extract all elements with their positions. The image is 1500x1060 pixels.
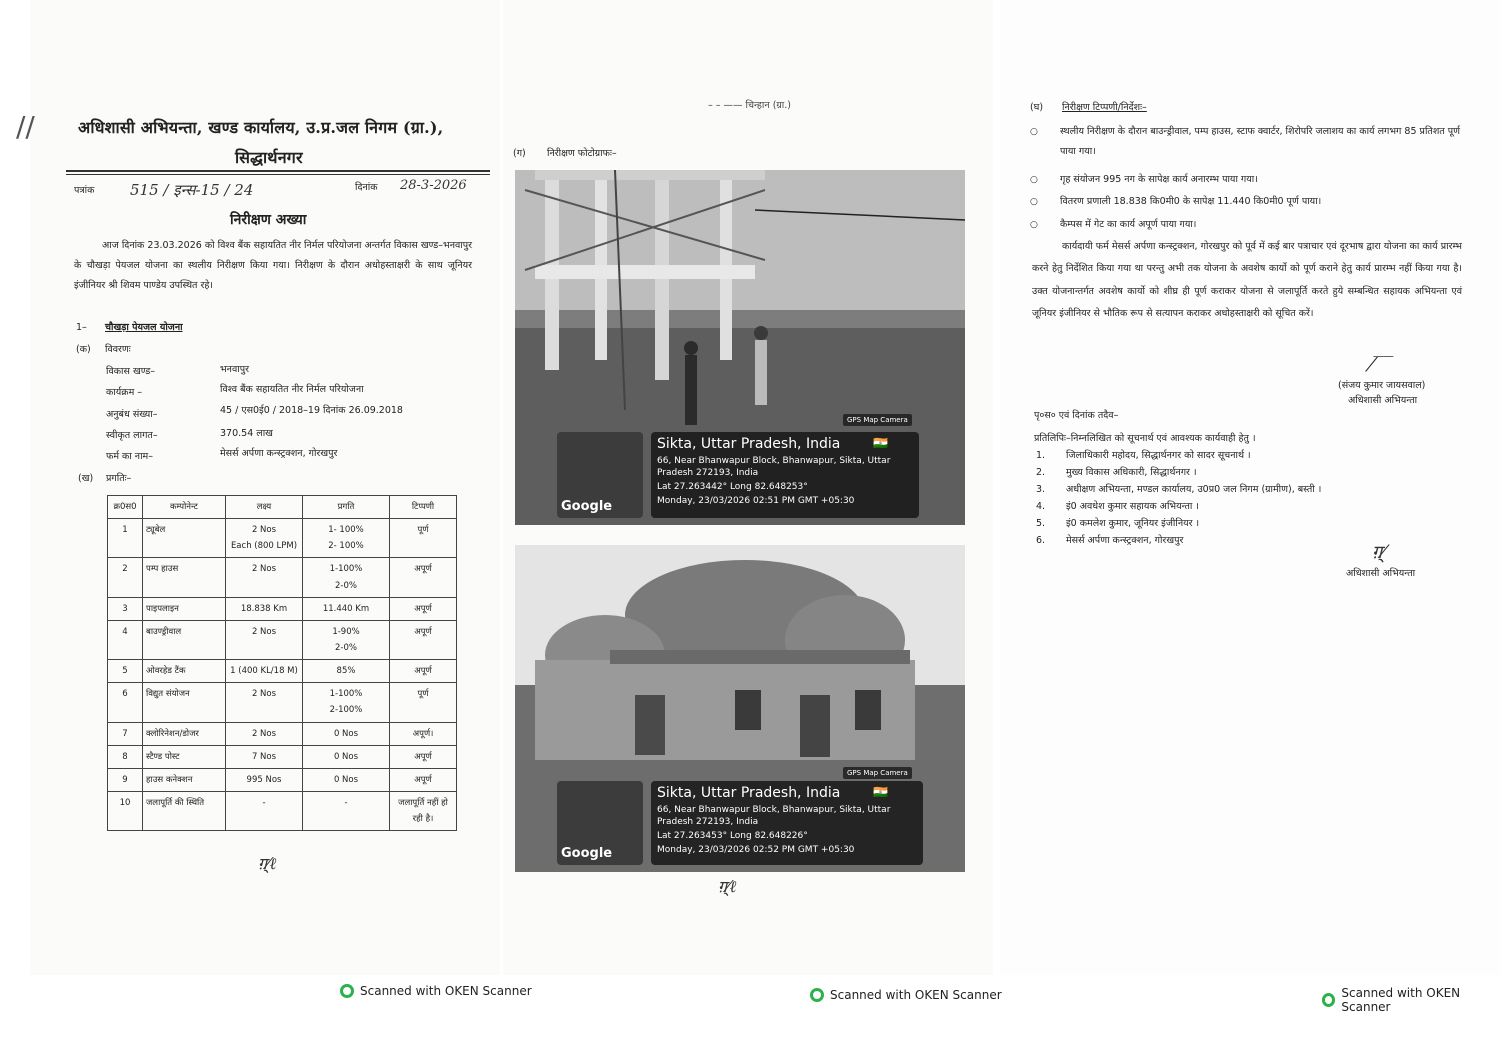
observation-item: वितरण प्रणाली 18.838 कि0मी0 के सापेक्ष 11.440 कि0मी0 पूर्ण पाया। <box>1060 196 1322 207</box>
cell-progress: 85% <box>303 660 390 683</box>
cell-progress: 0 Nos <box>303 745 390 768</box>
document-page-2 <box>503 0 993 975</box>
gps-info-panel <box>651 781 923 865</box>
detail-value: भनवापुर <box>220 364 249 375</box>
cell-target: 1 (400 KL/18 M) <box>226 660 303 683</box>
progress-table <box>107 495 457 831</box>
column-header: क्र0स0 <box>108 496 143 519</box>
copy-number: 3. <box>1036 484 1046 495</box>
detail-value: 45 / एस0ई0 / 2018–19 दिनांक 26.09.2018 <box>220 405 403 416</box>
cell-serial: 5 <box>108 660 143 683</box>
observation-item: स्थलीय निरीक्षण के दौरान बाउन्ड्रीवाल, पम्प हाउस, स्टाफ क्वार्टर, शिरोपरि जलाशय का कार्य लगभग 85 प्रतिशत पूर्ण पाया गया। <box>1060 126 1460 157</box>
directive-paragraph: कार्यदायी फर्म मेसर्स अर्पणा कन्स्ट्रक्शन, गोरखपुर को पूर्व में कई बार पत्राचार एवं दूरभाष द्वारा योजना का कार्य प्रारम्भ करने हेतु निर्देशित किया गया था परन्तु अभी तक योजना के अवशेष कार्यो को पूर्ण कराने हेतु कार्य प्रारम्भ नहीं किया गया है। उक्त योजनान्तर्गत अवशेष कार्यो को शीघ्र ही पूर्ण कराकर योजना से जलापूर्ति करते हुये सम्बन्धित सहायक अभियन्ता एवं जूनियर इंजीनियर से भौतिक रूप से सत्यापन कराकर अधोहस्ताक्षरी को सूचित करें। <box>1032 241 1462 319</box>
sub-kh-marker: (ख) <box>78 473 94 484</box>
scanner-logo-icon <box>340 984 354 998</box>
cell-serial: 1 <box>108 519 143 558</box>
copy-recipient: मुख्य विकास अधिकारी, सिद्धार्थनगर । <box>1066 467 1197 478</box>
header-rule <box>66 170 490 172</box>
table-header-row <box>108 496 457 519</box>
cell-component: जलापूर्ति की स्थिति <box>143 791 226 830</box>
cell-component: क्लोरिनेशन/डोजर <box>143 722 226 745</box>
location-name: Sikta, Uttar Pradesh, India <box>657 785 841 801</box>
cell-progress: 1-90% 2-0% <box>303 620 390 659</box>
cell-remark: अपूर्ण <box>390 745 457 768</box>
timestamp: Monday, 23/03/2026 02:52 PM GMT +05:30 <box>657 845 855 855</box>
detail-label: अनुबंध संख्या– <box>106 409 158 420</box>
cell-component: विद्युत संयोजन <box>143 683 226 722</box>
bullet-icon: ○ <box>1030 127 1038 137</box>
bullet-icon: ○ <box>1030 197 1038 207</box>
copy-to-line: प्रतिलिपिः–निम्नलिखित को सूचनार्थ एवं आवश्यक कार्यवाही हेतु । <box>1034 433 1256 444</box>
table-row <box>108 683 457 722</box>
signature-mark: ग़्⁄ℓ <box>258 854 277 873</box>
cell-target: 7 Nos <box>226 745 303 768</box>
scanner-text: Scanned with OKEN Scanner <box>1341 986 1461 1014</box>
cell-progress: - <box>303 791 390 830</box>
detail-value: 370.54 लाख <box>220 428 273 439</box>
section-number: 1– <box>76 322 87 333</box>
table-row <box>108 660 457 683</box>
table-row <box>108 722 457 745</box>
copy-recipient: इं0 कमलेश कुमार, जूनियर इंजीनियर । <box>1066 518 1200 529</box>
table-row <box>108 791 457 830</box>
coordinates: Lat 27.263442° Long 82.648253° <box>657 482 808 492</box>
cell-remark: अपूर्ण। <box>390 722 457 745</box>
table-row <box>108 558 457 597</box>
sub-gh-marker: (घ) <box>1030 102 1044 113</box>
flag-icon: 🇮🇳 <box>873 785 888 799</box>
cell-serial: 3 <box>108 597 143 620</box>
cell-remark: पूर्ण <box>390 519 457 558</box>
cell-target: 2 Nos Each (800 LPM) <box>226 519 303 558</box>
cell-target: 2 Nos <box>226 683 303 722</box>
cell-serial: 6 <box>108 683 143 722</box>
table-row <box>108 519 457 558</box>
signature-mark: ग़्⁄ <box>1372 542 1386 563</box>
cell-serial: 9 <box>108 768 143 791</box>
copy-number: 2. <box>1036 467 1046 478</box>
table-row <box>108 620 457 659</box>
column-header: टिप्पणी <box>390 496 457 519</box>
table-row <box>108 768 457 791</box>
copy-recipient: जिलाधिकारी महोदय, सिद्धार्थनगर को सादर सूचनार्थ । <box>1066 450 1251 461</box>
cell-remark: अपूर्ण <box>390 660 457 683</box>
timestamp: Monday, 23/03/2026 02:51 PM GMT +05:30 <box>657 496 855 506</box>
date-value: 28-3-2026 <box>400 178 467 193</box>
copy-number: 6. <box>1036 535 1046 546</box>
cell-component: पम्प हाउस <box>143 558 226 597</box>
cell-progress: 1- 100% 2- 100% <box>303 519 390 558</box>
cell-target: 995 Nos <box>226 768 303 791</box>
detail-label: कार्यक्रम – <box>106 387 143 398</box>
section-title: चौखड़ा पेयजल योजना <box>105 322 183 333</box>
table-row <box>108 745 457 768</box>
sub-k-label: विवरणः <box>105 344 131 355</box>
cell-progress: 1-100% 2-100% <box>303 683 390 722</box>
gps-camera-badge: GPS Map Camera <box>843 414 912 426</box>
cell-component: हाउस कनेक्शन <box>143 768 226 791</box>
cell-progress: 0 Nos <box>303 722 390 745</box>
cell-serial: 10 <box>108 791 143 830</box>
scanner-watermark <box>810 988 1002 1002</box>
coordinates: Lat 27.263453° Long 82.648226° <box>657 831 808 841</box>
signatory-title-2: अधिशासी अभियन्ता <box>1346 568 1416 579</box>
copy-recipient: मेसर्स अर्पणा कन्स्ट्रक्शन, गोरखपुर <box>1066 535 1184 546</box>
sub-g-marker: (ग) <box>513 148 526 159</box>
cell-target: - <box>226 791 303 830</box>
cell-serial: 8 <box>108 745 143 768</box>
cell-remark: अपूर्ण <box>390 558 457 597</box>
cell-progress: 1-100% 2-0% <box>303 558 390 597</box>
cell-serial: 2 <box>108 558 143 597</box>
cell-serial: 4 <box>108 620 143 659</box>
observation-item: गृह संयोजन 995 नग के सापेक्ष कार्य अनारम्भ पाया गया। <box>1060 174 1258 185</box>
inspection-photo-1 <box>515 170 965 525</box>
sub-gh-label: निरीक्षण टिप्पणी/निर्देशः– <box>1062 102 1147 113</box>
cell-remark: जलापूर्ति नहीं हो रही है। <box>390 791 457 830</box>
column-header: कम्पोनेन्ट <box>143 496 226 519</box>
inspection-photo-2 <box>515 545 965 872</box>
detail-label: स्वीकृत लागत– <box>106 430 158 441</box>
address-text: 66, Near Bhanwapur Block, Bhanwapur, Sikta, Uttar Pradesh 272193, India <box>657 456 891 478</box>
copy-number: 1. <box>1036 450 1046 461</box>
bullet-icon: ○ <box>1030 175 1038 185</box>
cell-component: ओवरहेड टैंक <box>143 660 226 683</box>
top-stamp: – – —— चिन्हान (ग्रा.) <box>708 100 791 111</box>
signature-mark: ग़्⁄ℓ <box>718 877 737 896</box>
copy-number: 4. <box>1036 501 1046 512</box>
document-page-1 <box>16 0 500 975</box>
pen-mark: // <box>16 110 35 143</box>
address-text: 66, Near Bhanwapur Block, Bhanwapur, Sikta, Uttar Pradesh 272193, India <box>657 805 891 827</box>
cell-component: स्टैण्ड पोस्ट <box>143 745 226 768</box>
report-title: निरीक्षण अख्या <box>230 212 307 228</box>
observation-item: कैम्पस में गेट का कार्य अपूर्ण पाया गया। <box>1060 219 1197 230</box>
scanner-logo-icon <box>1322 993 1335 1007</box>
cell-component: बाउण्ड्रीवाल <box>143 620 226 659</box>
header-rule-thin <box>66 174 490 175</box>
cell-serial: 7 <box>108 722 143 745</box>
cell-target: 2 Nos <box>226 722 303 745</box>
copy-recipient: इं0 अवधेश कुमार सहायक अभियन्ता । <box>1066 501 1200 512</box>
location-name: Sikta, Uttar Pradesh, India <box>657 436 841 452</box>
signatory-title: अधिशासी अभियन्ता <box>1348 395 1418 406</box>
gps-info-panel <box>651 432 919 518</box>
cell-target: 2 Nos <box>226 620 303 659</box>
map-thumbnail <box>557 432 643 518</box>
detail-label: फर्म का नाम– <box>106 451 153 462</box>
cell-progress: 0 Nos <box>303 768 390 791</box>
sub-k-marker: (क) <box>76 344 91 355</box>
copy-number: 5. <box>1036 518 1046 529</box>
detail-label: विकास खण्ड– <box>106 366 156 377</box>
office-header-line1: अधिशासी अभियन्ता, खण्ड कार्यालय, उ.प्र.जल निगम (ग्रा.), <box>78 118 444 137</box>
detail-value: मेसर्स अर्पणा कन्स्ट्रक्शन, गोरखपुर <box>220 448 338 459</box>
cell-target: 2 Nos <box>226 558 303 597</box>
map-thumbnail <box>557 781 643 865</box>
gps-camera-badge: GPS Map Camera <box>843 767 912 779</box>
scanner-watermark <box>340 984 532 998</box>
scanner-watermark <box>1322 986 1500 1014</box>
document-page-3 <box>1000 0 1500 975</box>
flag-icon: 🇮🇳 <box>873 436 888 450</box>
reference-line: पृ०स० एवं दिनांक तदैव– <box>1034 410 1119 421</box>
office-header-line2: सिद्धार्थनगर <box>235 148 303 167</box>
map-label: Google <box>561 846 613 861</box>
cell-component: ट्यूबेल <box>143 519 226 558</box>
signatory-name: (संजय कुमार जायसवाल) <box>1338 380 1426 391</box>
column-header: लक्ष्य <box>226 496 303 519</box>
cell-remark: अपूर्ण <box>390 597 457 620</box>
cell-component: पाइपलाइन <box>143 597 226 620</box>
detail-value: विश्व बैंक सहायतित नीर निर्मल परियोजना <box>220 384 364 395</box>
cell-remark: अपूर्ण <box>390 620 457 659</box>
sub-kh-label: प्रगतिः– <box>106 473 132 484</box>
table-row <box>108 597 457 620</box>
scanner-text: Scanned with OKEN Scanner <box>360 984 532 998</box>
cell-progress: 11.440 Km <box>303 597 390 620</box>
ref-value: 515 / इन्स-15 / 24 <box>130 181 254 199</box>
cell-remark: अपूर्ण <box>390 768 457 791</box>
date-label: दिनांक <box>355 182 378 193</box>
signature-mark: ⁄‾‾ <box>1370 352 1394 376</box>
column-header: प्रगति <box>303 496 390 519</box>
sub-g-label: निरीक्षण फोटोग्राफः– <box>547 148 617 159</box>
scanner-logo-icon <box>810 988 824 1002</box>
scanner-text: Scanned with OKEN Scanner <box>830 988 1002 1002</box>
ref-label: पत्रांक <box>74 185 95 196</box>
bullet-icon: ○ <box>1030 220 1038 230</box>
intro-paragraph: आज दिनांक 23.03.2026 को विश्व बैंक सहायतित नीर निर्मल परियोजना अन्तर्गत विकास खण्ड–भनवापुर के चौखड़ा पेयजल योजना का स्थलीय निरीक्षण किया गया। निरीक्षण के दौरान अधोहस्ताक्षरी के साथ जूनियर इंजीनियर श्री शिवम पाण्डेय उपस्थित रहे। <box>74 240 472 291</box>
cell-remark: पूर्ण <box>390 683 457 722</box>
cell-target: 18.838 Km <box>226 597 303 620</box>
map-label: Google <box>561 499 613 514</box>
copy-recipient: अधीक्षण अभियन्ता, मण्डल कार्यालय, उ0प्र0 जल निगम (ग्रामीण), बस्ती । <box>1066 484 1322 495</box>
